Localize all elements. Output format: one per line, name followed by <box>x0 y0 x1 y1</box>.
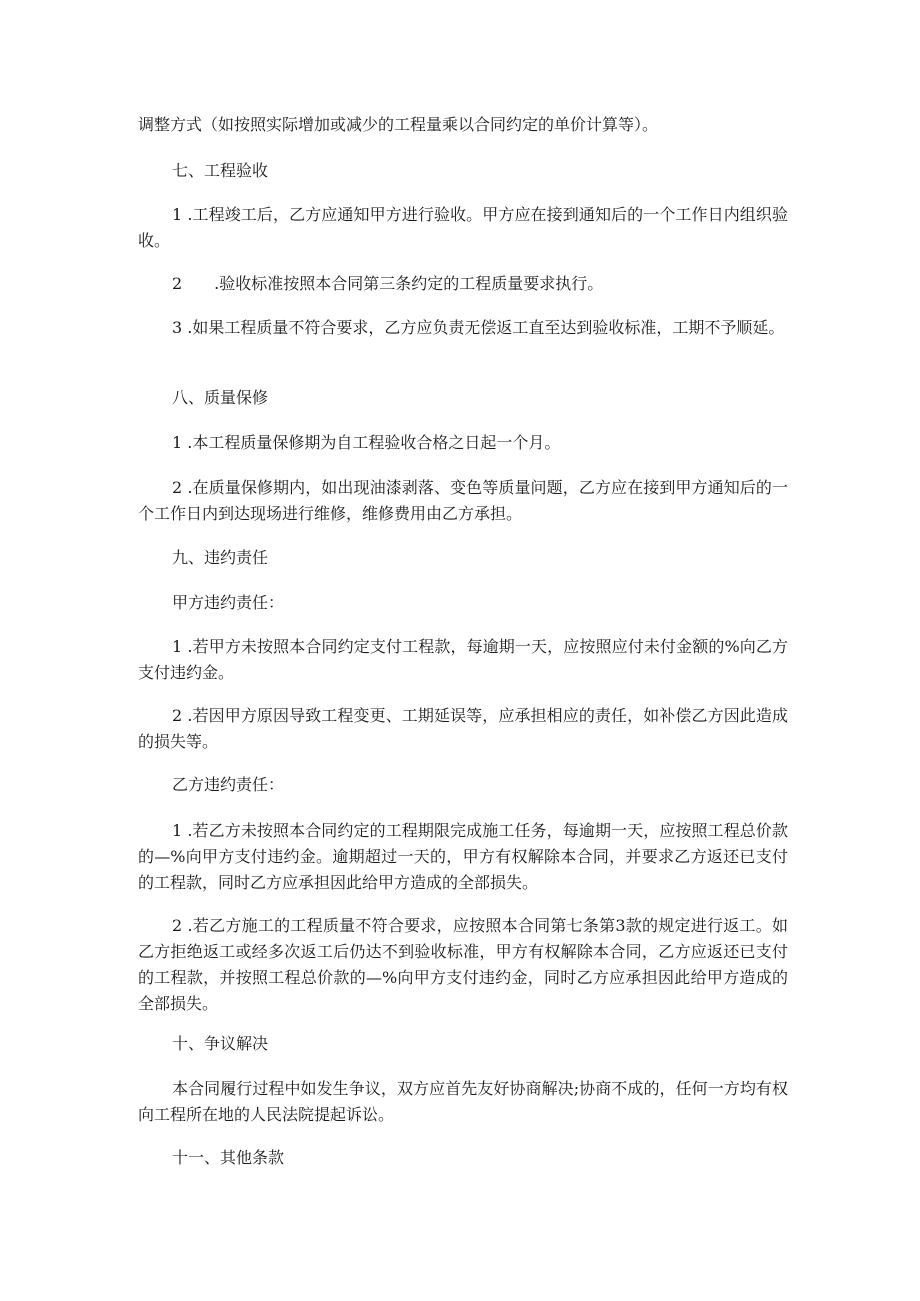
heading-section-10: 十、争议解决 <box>172 1034 269 1053</box>
paragraph-party-b-1: 1 .若乙方未按照本合同约定的工程期限完成施工任务，每逾期一天，应按照工程总价款的—%向甲方支付违约金。逾期超过一天的，甲方有权解除本合同，并要求乙方返还已支付的工程款，同时乙方应承担因此给甲方造成的全部损失。 <box>138 821 788 892</box>
heading-section-8: 八、质量保修 <box>172 388 269 407</box>
subheading-party-a-liability: 甲方违约责任： <box>172 593 285 612</box>
paragraph-dispute-resolution: 本合同履行过程中如发生争议，双方应首先友好协商解决;协商不成的，任何一方均有权向工程所在地的人民法院提起诉讼。 <box>138 1079 788 1124</box>
paragraph-7-2: 2 .验收标准按照本合同第三条约定的工程质量要求执行。 <box>172 274 604 293</box>
paragraph-party-a-2: 2 .若因甲方原因导致工程变更、工期延误等，应承担相应的责任，如补偿乙方因此造成的损失等。 <box>138 706 788 751</box>
paragraph-8-2: 2 .在质量保修期内，如出现油漆剥落、变色等质量问题，乙方应在接到甲方通知后的一个工作日内到达现场进行维修，维修费用由乙方承担。 <box>138 478 788 523</box>
heading-section-11: 十一、其他条款 <box>172 1148 285 1167</box>
paragraph-8-1: 1 .本工程质量保修期为自工程验收合格之日起一个月。 <box>172 433 561 452</box>
paragraph-adjustment-method: 调整方式（如按照实际增加或减少的工程量乘以合同约定的单价计算等）。 <box>138 115 659 134</box>
heading-section-7: 七、工程验收 <box>172 161 269 180</box>
heading-section-9: 九、违约责任 <box>172 548 269 567</box>
paragraph-party-a-1: 1 .若甲方未按照本合同约定支付工程款，每逾期一天，应按照应付未付金额的%向乙方支付违约金。 <box>138 637 788 682</box>
paragraph-7-1: 1 .工程竣工后，乙方应通知甲方进行验收。甲方应在接到通知后的一个工作日内组织验收。 <box>138 205 788 250</box>
paragraph-7-3: 3 .如果工程质量不符合要求，乙方应负责无偿返工直至达到验收标准，工期不予顺延。 <box>172 318 785 337</box>
paragraph-party-b-2: 2 .若乙方施工的工程质量不符合要求，应按照本合同第七条第3款的规定进行返工。如乙方拒绝返工或经多次返工后仍达不到验收标准，甲方有权解除本合同，乙方应返还已支付的工程款，并按照工程总价款的—%向甲方支付违约金，同时乙方应承担因此给甲方造成的全部损失。 <box>138 916 788 1013</box>
subheading-party-b-liability: 乙方违约责任： <box>172 775 285 794</box>
